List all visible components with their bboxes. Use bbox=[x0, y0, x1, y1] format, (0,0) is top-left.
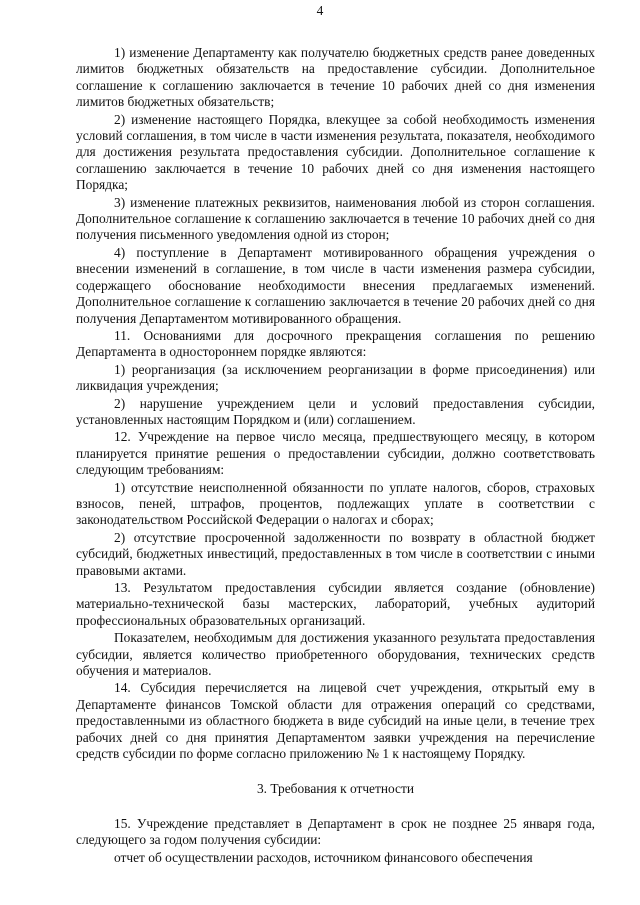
paragraph-13-indicator: Показателем, необходимым для достижения указанного результата предоставления субсидии, является количество приобретенного оборудования, технических средств обучения и материалов. bbox=[76, 630, 595, 679]
paragraph-15-report: отчет об осуществлении расходов, источником финансового обеспечения bbox=[114, 849, 533, 865]
paragraph-11: 11. Основаниями для досрочного прекращения соглашения по решению Департамента в одностороннем порядке являются: bbox=[76, 327, 595, 360]
section-heading: 3. Требования к отчетности bbox=[256, 781, 415, 797]
paragraph-12-2: 2) отсутствие просроченной задолженности по возврату в областной бюджет субсидий, бюджетных инвестиций, предоставленных в том числе в соответствии с иными правовыми актами. bbox=[76, 529, 595, 578]
paragraph-14: 14. Субсидия перечисляется на лицевой счет учреждения, открытый ему в Департаменте финансов Томской области для отражения операций со средствами, предоставленными из областного бюджета в виде субсидий на иные цели, в течение трех рабочих дней со дня принятия Департаментом заявки учреждения на перечисление средств субсидии по форме согласно приложению № 1 к настоящему Порядку. bbox=[76, 680, 595, 762]
page-number: 4 bbox=[316, 3, 324, 18]
document-body bbox=[76, 45, 595, 867]
paragraph-12: 12. Учреждение на первое число месяца, предшествующего месяцу, в котором планируется принятие решения о предоставлении субсидии, должно соответствовать следующим требованиям: bbox=[76, 429, 595, 478]
paragraph-10-3: 3) изменение платежных реквизитов, наименования любой из сторон соглашения. Дополнительное соглашение к соглашению заключается в течение 10 рабочих дней со дня получения письменного уведомления одной из сторон; bbox=[76, 194, 595, 243]
paragraph-10-1: 1) изменение Департаменту как получателю бюджетных средств ранее доведенных лимитов бюджетных обязательств на предоставление субсидии. Дополнительное соглашение к соглашению заключается в течение 10 рабочих дней со дня изменения лимитов бюджетных обязательств; bbox=[76, 45, 595, 110]
paragraph-10-4: 4) поступление в Департамент мотивированного обращения учреждения о внесении изменений в соглашение, в том числе в части изменения размера субсидии, содержащего обоснование необходимости внесения предлагаемых изменений. Дополнительное соглашение к соглашению заключается в течение 20 рабочих дней со дня получения Департаментом мотивированного обращения. bbox=[76, 244, 595, 326]
paragraph-15: 15. Учреждение представляет в Департамент в срок не позднее 25 января года, следующего за годом получения субсидии: bbox=[76, 815, 595, 848]
paragraph-11-1: 1) реорганизация (за исключением реорганизации в форме присоединения) или ликвидация учреждения; bbox=[76, 361, 595, 394]
paragraph-13: 13. Результатом предоставления субсидии является создание (обновление) материально-технической базы мастерских, лабораторий, учебных аудиторий профессиональных образовательных организаций. bbox=[76, 580, 595, 628]
paragraph-11-2: 2) нарушение учреждением цели и условий предоставления субсидии, установленных настоящим Порядком и (или) соглашением. bbox=[76, 395, 595, 427]
paragraph-10-2: 2) изменение настоящего Порядка, влекущее за собой необходимость изменения условий соглашения, в том числе в части изменения результата, показателя, необходимого для достижения результата предоставления субсидии. Дополнительное соглашение к соглашению заключается в течение 10 рабочих дней со дня изменения настоящего Порядка; bbox=[76, 111, 595, 193]
paragraph-12-1: 1) отсутствие неисполненной обязанности по уплате налогов, сборов, страховых взносов, пеней, штрафов, процентов, подлежащих уплате в соответствии с законодательством Российской Федерации о налогах и сборах; bbox=[76, 479, 595, 528]
